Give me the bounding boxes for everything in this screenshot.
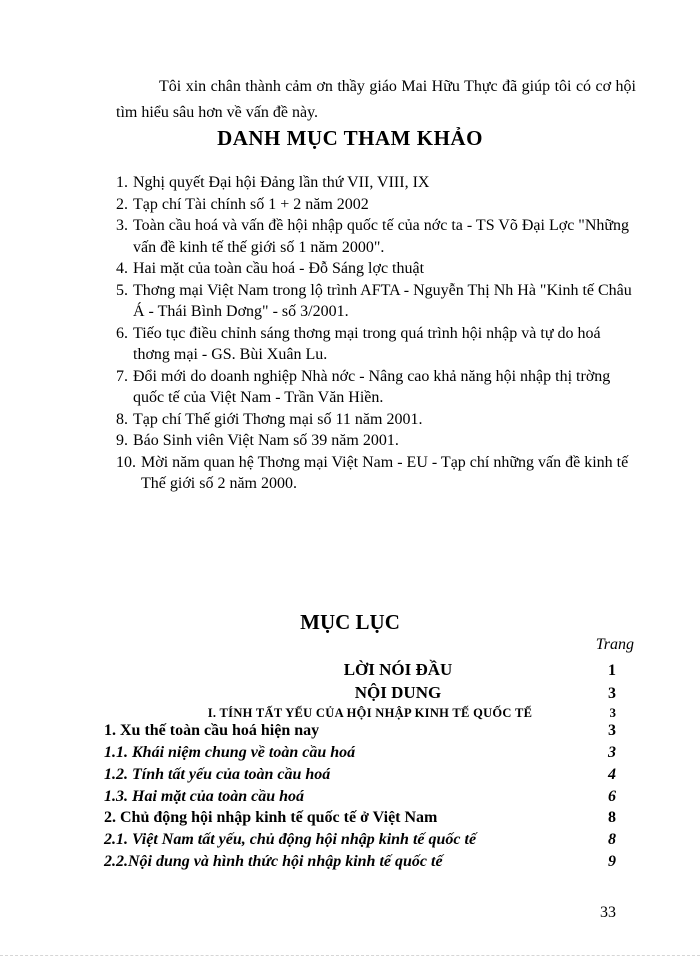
- toc-entry: NỘI DUNG 3: [354, 683, 616, 702]
- reference-item: 9. Báo Sinh viên Việt Nam số 39 năm 2001.: [116, 432, 399, 449]
- reference-item: 7. Đổi mới do doanh nghiệp Nhà nớc - Nâng cao khả năng hội nhập thị trờng quốc tế của Việt Nam - Trần Văn Hiền.: [116, 367, 611, 406]
- toc-entry: LỜI NÓI ĐẦU 1: [343, 660, 616, 679]
- references-list: [116, 172, 638, 495]
- reference-item: 4. Hai mặt của toàn cầu hoá - Đỗ Sáng lợc thuật: [116, 260, 425, 277]
- reference-item: 5. Thơng mại Việt Nam trong lộ trình AFTA - Nguyễn Thị Nh Hà "Kinh tế Châu Á - Thái Bình Dơng" - số 3/2001.: [116, 281, 632, 320]
- footer-divider: [0, 955, 700, 956]
- toc-entry: 2.1. Việt Nam tất yếu, chủ động hội nhập kinh tế quốc tế 8: [104, 831, 616, 848]
- toc-title: MỤC LỤC: [300, 610, 400, 634]
- references-title: DANH MỤC THAM KHẢO: [217, 126, 483, 150]
- reference-item: 2. Tạp chí Tài chính số 1 + 2 năm 2002: [116, 195, 369, 213]
- toc-entry: 2.2.Nội dung và hình thức hội nhập kinh tế quốc tế 9: [104, 853, 616, 870]
- page-number: 33: [600, 904, 616, 921]
- reference-item: 3. Toàn cầu hoá và vấn đề hội nhập quốc tế của nớc ta - TS Võ Đại Lợc "Những vấn đề kinh tế thế giới số 1 năm 2000".: [116, 217, 630, 256]
- toc-entry: 1.3. Hai mặt của toàn cầu hoá 6: [104, 788, 616, 805]
- toc-entry: 2. Chủ động hội nhập kinh tế quốc tế ở Việt Nam 8: [104, 809, 616, 826]
- reference-item: 10. Mời năm quan hệ Thơng mại Việt Nam - EU - Tạp chí những vấn đề kinh tế Thế giới số 2 năm 2000.: [116, 453, 629, 492]
- reference-item: 1. Nghị quyết Đại hội Đảng lần thứ VII, VIII, IX: [116, 174, 430, 191]
- acknowledgement-paragraph: Tôi xin chân thành cảm ơn thầy giáo Mai Hữu Thực đã giúp tôi có cơ hội tìm hiểu sâu hơn về vấn đề này.: [116, 78, 636, 121]
- reference-item: 6. Tiếo tục điều chỉnh sáng thơng mại trong quá trình hội nhập và tự do hoá thơng mại - GS. Bùi Xuân Lu.: [116, 324, 601, 363]
- reference-item: 8. Tạp chí Thế giới Thơng mại số 11 năm 2001.: [116, 410, 423, 428]
- toc-entry: 1.1. Khái niệm chung về toàn cầu hoá 3: [104, 744, 616, 761]
- toc-page-label: Trang: [595, 636, 634, 653]
- toc-entry: 1.2. Tính tất yếu của toàn cầu hoá 4: [104, 766, 616, 783]
- toc-entry: I. TÍNH TẤT YẾU CỦA HỘI NHẬP KINH TẾ QUỐC TẾ 3: [207, 705, 616, 720]
- toc-entry: 1. Xu thế toàn cầu hoá hiện nay 3: [104, 722, 616, 739]
